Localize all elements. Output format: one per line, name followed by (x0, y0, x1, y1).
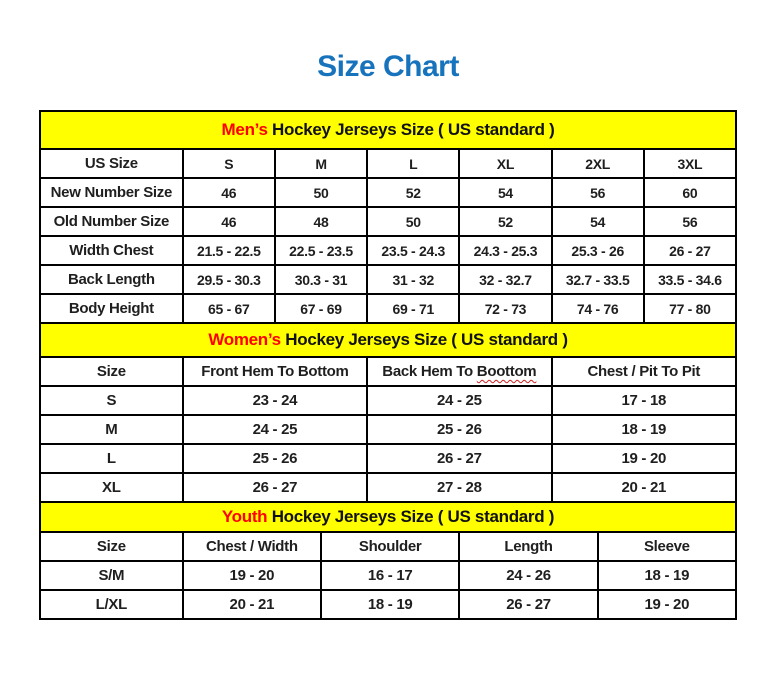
table-cell: 56 (644, 207, 736, 236)
table-cell: 56 (552, 178, 644, 207)
table-row (40, 207, 736, 236)
row-label: XL (40, 473, 183, 502)
column-header (367, 357, 551, 386)
row-label: L (40, 444, 183, 473)
row-label: M (40, 415, 183, 444)
youth-header-row (40, 532, 736, 561)
womens-section-title (40, 323, 736, 357)
table-cell: 24 - 25 (367, 386, 551, 415)
table-cell: 24 - 26 (459, 561, 597, 590)
youth-section-title-keyword: Youth (221, 507, 268, 526)
row-label: Body Height (40, 294, 183, 323)
womens-size-table (39, 322, 737, 503)
row-label: Back Length (40, 265, 183, 294)
table-cell: 20 - 21 (552, 473, 736, 502)
table-cell: 24.3 - 25.3 (459, 236, 551, 265)
table-cell: 29.5 - 30.3 (183, 265, 275, 294)
table-row (40, 178, 736, 207)
table-cell: 52 (459, 207, 551, 236)
table-row (40, 415, 736, 444)
table-cell: 54 (552, 207, 644, 236)
table-row (40, 294, 736, 323)
column-header: Shoulder (321, 532, 459, 561)
table-cell: 19 - 20 (598, 590, 736, 619)
column-header: Length (459, 532, 597, 561)
table-cell: 69 - 71 (367, 294, 459, 323)
column-header: Front Hem To Bottom (183, 357, 367, 386)
column-header: Sleeve (598, 532, 736, 561)
table-cell: 25 - 26 (367, 415, 551, 444)
mens-section-title-keyword: Men’s (221, 120, 268, 139)
table-cell: 18 - 19 (598, 561, 736, 590)
table-cell: 54 (459, 178, 551, 207)
womens-section-title-rest: Hockey Jerseys Size ( US standard ) (280, 330, 568, 349)
table-cell: 18 - 19 (321, 590, 459, 619)
table-cell: 23 - 24 (183, 386, 367, 415)
table-cell: 32.7 - 33.5 (552, 265, 644, 294)
womens-header-row (40, 357, 736, 386)
table-cell: 19 - 20 (183, 561, 321, 590)
table-cell: 20 - 21 (183, 590, 321, 619)
row-label: New Number Size (40, 178, 183, 207)
table-cell: 74 - 76 (552, 294, 644, 323)
table-row (40, 561, 736, 590)
mens-header-row (40, 149, 736, 178)
table-cell: 48 (275, 207, 367, 236)
column-header: Size (40, 532, 183, 561)
mens-size-table (39, 110, 737, 324)
column-header: Chest / Width (183, 532, 321, 561)
row-label: S/M (40, 561, 183, 590)
mens-section-title-rest: Hockey Jerseys Size ( US standard ) (267, 120, 555, 139)
table-cell: 21.5 - 22.5 (183, 236, 275, 265)
table-cell: 67 - 69 (275, 294, 367, 323)
row-label: Width Chest (40, 236, 183, 265)
column-header: US Size (40, 149, 183, 178)
column-header-text: Back Hem To (382, 363, 477, 380)
table-cell: 17 - 18 (552, 386, 736, 415)
table-cell: 65 - 67 (183, 294, 275, 323)
misspelled-word: Boottom (476, 363, 537, 380)
table-cell: 19 - 20 (552, 444, 736, 473)
table-cell: 52 (367, 178, 459, 207)
column-header: XL (459, 149, 551, 178)
row-label: Old Number Size (40, 207, 183, 236)
table-cell: 22.5 - 23.5 (275, 236, 367, 265)
table-row (40, 386, 736, 415)
column-header: Size (40, 357, 183, 386)
table-cell: 24 - 25 (183, 415, 367, 444)
table-cell: 16 - 17 (321, 561, 459, 590)
row-label: S (40, 386, 183, 415)
table-cell: 72 - 73 (459, 294, 551, 323)
table-cell: 30.3 - 31 (275, 265, 367, 294)
table-row (40, 473, 736, 502)
table-cell: 26 - 27 (367, 444, 551, 473)
table-cell: 50 (275, 178, 367, 207)
column-header: 2XL (552, 149, 644, 178)
row-label: L/XL (40, 590, 183, 619)
youth-section-title (40, 502, 736, 532)
column-header: M (275, 149, 367, 178)
column-header: 3XL (644, 149, 736, 178)
table-cell: 32 - 32.7 (459, 265, 551, 294)
table-cell: 25.3 - 26 (552, 236, 644, 265)
table-row (40, 265, 736, 294)
table-cell: 27 - 28 (367, 473, 551, 502)
table-cell: 31 - 32 (367, 265, 459, 294)
table-cell: 26 - 27 (183, 473, 367, 502)
column-header: S (183, 149, 275, 178)
mens-section-title (40, 111, 736, 149)
page-title: Size Chart (317, 50, 459, 83)
table-cell: 33.5 - 34.6 (644, 265, 736, 294)
table-cell: 50 (367, 207, 459, 236)
table-row (40, 236, 736, 265)
table-cell: 25 - 26 (183, 444, 367, 473)
table-row (40, 444, 736, 473)
column-header: L (367, 149, 459, 178)
table-cell: 46 (183, 178, 275, 207)
womens-section-title-keyword: Women’s (208, 330, 281, 349)
youth-size-table (39, 501, 737, 620)
table-row (40, 590, 736, 619)
table-cell: 23.5 - 24.3 (367, 236, 459, 265)
table-cell: 26 - 27 (459, 590, 597, 619)
youth-section-title-rest: Hockey Jerseys Size ( US standard ) (267, 507, 555, 526)
column-header: Chest / Pit To Pit (552, 357, 736, 386)
table-cell: 26 - 27 (644, 236, 736, 265)
table-cell: 60 (644, 178, 736, 207)
table-cell: 77 - 80 (644, 294, 736, 323)
table-cell: 46 (183, 207, 275, 236)
size-tables-container (39, 110, 737, 620)
table-cell: 18 - 19 (552, 415, 736, 444)
